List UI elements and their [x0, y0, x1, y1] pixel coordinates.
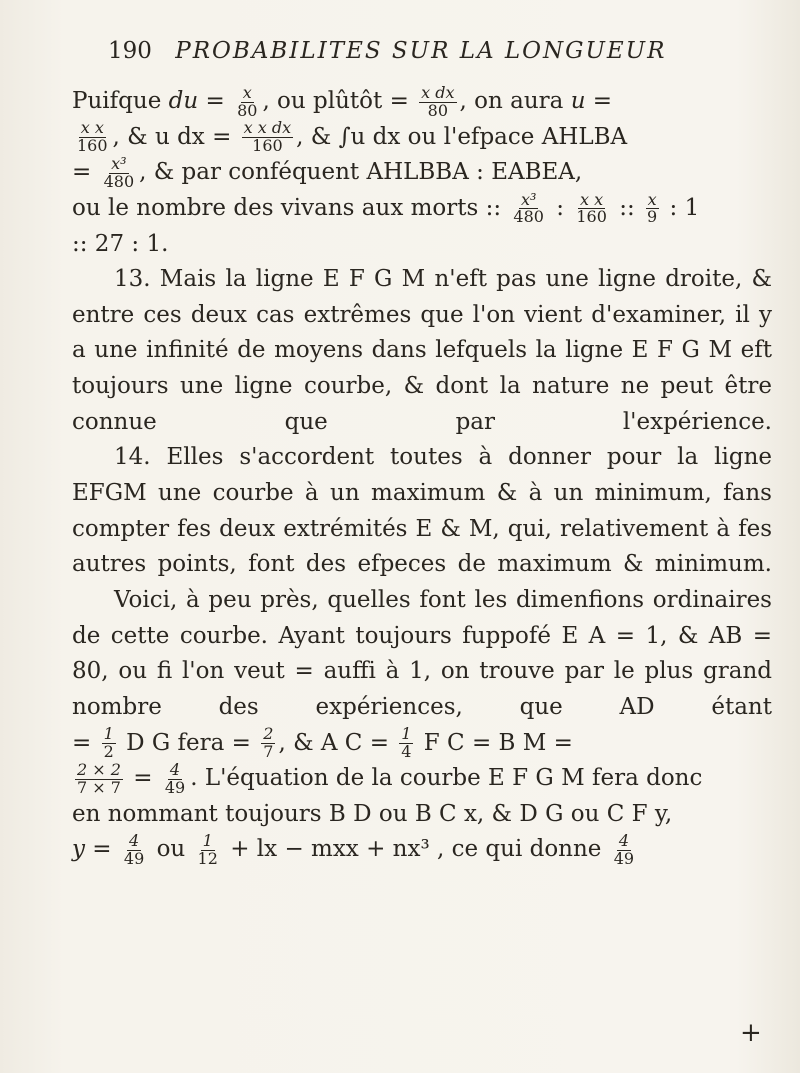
page-number: 190 — [108, 38, 152, 64]
fraction: $\frac{\text{x x}}{160}$ — [576, 189, 607, 227]
text-line: = $\frac{\text{x³}}{480}$ , & par conféquent AHLBBA : EABEA, — [72, 153, 583, 191]
fraction: $\frac{1}{4}$ — [401, 724, 412, 762]
paragraph-13: 13. Mais la ligne E F G M n'eft pas une ligne droite, & entre ces deux cas extrêmes que l'on vient d'examiner, il y a une infinité de moyens dans lefquels la ligne E F G M eft toujours une ligne courbe, & dont la nature ne peut être connue que par l'expérience. — [72, 266, 772, 435]
fraction: $\frac{x}{9}$ — [647, 189, 658, 227]
text-line: $\frac{2 \times 2}{7 \times 7}$ = $\frac{4}{49}$ . L'équation de la courbe E F G M fera donc — [77, 759, 703, 797]
text-line: :: 27 : 1. — [72, 230, 169, 257]
fraction: $\frac{\text{x³}}{480}$ — [103, 153, 135, 191]
text-line: Puifque du = $\frac{x}{80}$ , ou plûtôt = $\frac{\text{x dx}}{80}$ , on aura u = — [72, 82, 613, 120]
text-line: = $\frac{1}{2}$ D G fera = $\frac{2}{7}$ , & A C = $\frac{1}{4}$ F C = B M = — [72, 724, 573, 762]
fraction: $\frac{4}{49}$ — [123, 831, 145, 868]
fraction: $\frac{\text{x dx}}{80}$ — [421, 82, 455, 120]
fraction: $\frac{\text{x³}}{480}$ — [513, 189, 544, 227]
fraction: $\frac{1}{12}$ — [197, 831, 218, 868]
catchword: + — [740, 1018, 762, 1048]
page-body — [72, 84, 772, 868]
fraction: $\frac{4}{49}$ — [164, 759, 186, 797]
running-title: PROBABILITES SUR LA LONGUEUR — [175, 38, 667, 64]
fraction: $\frac{4}{49}$ — [613, 831, 635, 868]
fraction: $\frac{\text{x x dx}}{160}$ — [243, 118, 292, 156]
fraction: $\frac{2 \times 2}{7 \times 7}$ — [77, 759, 121, 797]
text-line: en nommant toujours B D ou B C x, & D G ou C F y, — [72, 800, 673, 827]
paragraph-14: 14. Elles s'accordent toutes à donner pour la ligne EFGM une courbe à un maximum & à un minimum, fans compter fes deux extrémités E & M, qui, relativement à fes autres points, font des efpeces de maximum & minimum. — [72, 444, 772, 578]
fraction: $\frac{2}{7}$ — [263, 724, 274, 762]
fraction: $\frac{x}{80}$ — [237, 82, 258, 120]
text-line: y = $\frac{4}{49}$ ou $\frac{1}{12}$ + lx − mxx + nx³ , ce qui donne $\frac{4}{49}$ — [72, 831, 635, 868]
fraction: $\frac{\text{x x}}{160}$ — [77, 118, 108, 156]
page-header — [108, 38, 728, 64]
text-line: ou le nombre des vivans aux morts :: $\frac{\text{x³}}{480}$ : $\frac{\text{x x}}{160}$ :: $\frac{x}{9}$ : 1 — [72, 189, 700, 227]
paragraph-15: Voici, à peu près, quelles font les dimenfions ordinaires de cette courbe. Ayant toujours fuppofé E A = 1, & AB = 80, ou fi l'on veut = auffi à 1, on trouve par le plus grand nombre des expériences, que AD étant — [72, 586, 772, 720]
text-line: $\frac{\text{x x}}{160}$ , & u dx = $\frac{\text{x x dx}}{160}$ , & ∫u dx ou l'efpace AHLBA — [77, 118, 628, 156]
fraction: $\frac{1}{2}$ — [103, 724, 114, 762]
